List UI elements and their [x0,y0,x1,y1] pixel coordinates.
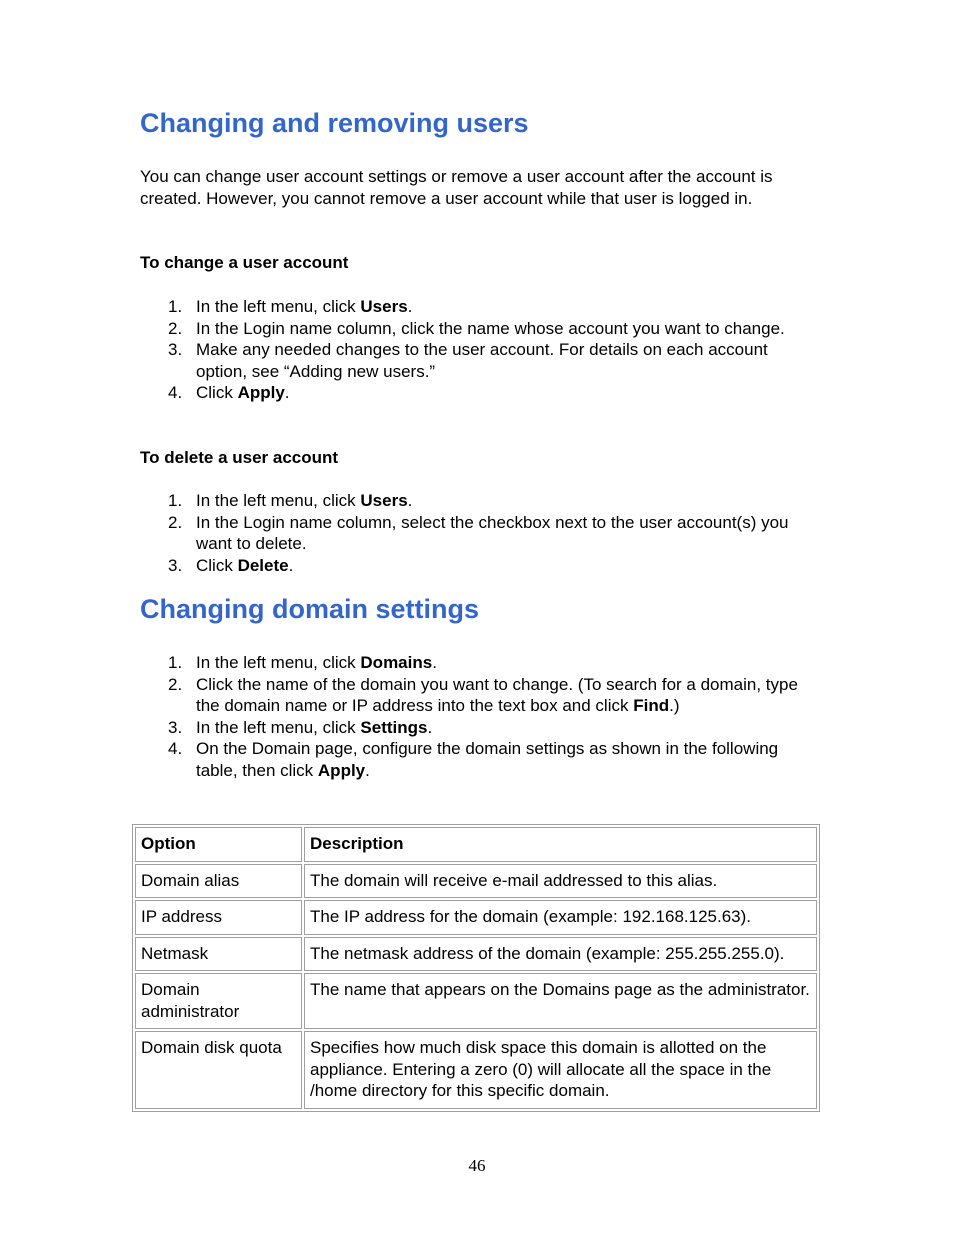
step-ui-term: Settings [360,717,428,737]
step-text-end: . [407,297,413,316]
step-number: 1. [168,297,183,316]
step-number: 3. [168,717,183,737]
table-cell-description: The IP address for the domain (example: 192.168.125.63). [304,900,817,935]
step-ui-term: Find [633,696,670,715]
list-item [140,318,820,340]
step-ui-term: Apply [237,383,285,402]
step-text: Click [196,555,238,575]
step-text-end: . [284,383,290,402]
section-title-changing-domain-settings: Changing domain settings [140,594,480,624]
table-cell-description: The netmask address of the domain (example: 255.255.255.0). [304,937,817,972]
list-item [140,296,820,318]
step-text: On the Domain page, configure the domain settings as shown in the following table, then click [196,739,779,780]
table-cell-option: Domain disk quota [135,1031,302,1109]
step-number: 2. [168,512,183,532]
list-item [140,717,820,739]
step-number: 1. [168,653,183,672]
list-item [140,555,820,577]
step-ui-term: Apply [317,760,366,780]
step-ui-term: Users [360,491,408,510]
step-ui-term: Domains [360,653,433,672]
step-number: 4. [168,739,183,758]
step-number: 2. [168,674,183,694]
page-number: 46 [468,1156,486,1175]
step-number: 2. [168,318,183,338]
list-item [140,674,820,717]
step-number: 3. [168,555,183,575]
table-header-description: Description [304,827,817,862]
list-item [140,490,820,512]
section-title-changing-removing-users: Changing and removing users [140,108,529,138]
step-text: In the left menu, click [196,491,361,510]
step-ui-term: Delete [237,555,289,575]
step-text: Click [196,383,238,402]
step-number: 3. [168,340,183,359]
step-text-end: .) [669,696,680,715]
table-cell-option: Domain alias [135,864,302,899]
subheading-delete-user: To delete a user account [140,448,339,467]
table-row [135,900,817,935]
step-ui-term: Users [360,297,408,316]
step-text-end: . [288,555,294,575]
list-item [140,382,820,404]
list-item [140,512,820,555]
table-row [135,864,817,899]
step-text: In the Login name column, click the name whose account you want to change. [196,318,785,338]
step-text: In the Login name column, select the checkbox next to the user account(s) you want to delete. [196,512,789,553]
delete-user-steps [140,490,820,576]
table-cell-option: Netmask [135,937,302,972]
table-cell-description: Specifies how much disk space this domain is allotted on the appliance. Entering a zero (0) will allocate all the space in the /home directory for this specific domain. [304,1031,817,1109]
step-text: Click the name of the domain you want to change. (To search for a domain, type the domain name or IP address into the text box and click [196,674,798,715]
subheading-change-user: To change a user account [140,253,349,272]
table-cell-option: Domain administrator [135,973,302,1029]
list-item [140,339,820,382]
step-text: Make any needed changes to the user account. For details on each account option, see “Adding new users.” [196,340,768,381]
table-cell-option: IP address [135,900,302,935]
step-number: 4. [168,383,183,402]
step-text: In the left menu, click [196,653,361,672]
domain-settings-steps [140,652,820,781]
table-row [135,1031,817,1109]
table-header-row [135,827,817,862]
table-row [135,973,817,1029]
step-text: In the left menu, click [196,717,361,737]
step-number: 1. [168,491,183,510]
table-cell-description: The name that appears on the Domains page as the administrator. [304,973,817,1029]
step-text-end: . [427,717,433,737]
step-text-end: . [365,760,370,780]
table-cell-description: The domain will receive e-mail addressed to this alias. [304,864,817,899]
step-text: In the left menu, click [196,297,361,316]
table-header-option: Option [135,827,302,862]
intro-paragraph: You can change user account settings or remove a user account after the account is created. However, you cannot remove a user account while that user is logged in. [140,167,773,208]
change-user-steps [140,296,820,404]
list-item [140,738,820,781]
table-row [135,937,817,972]
domain-options-table [132,824,820,1112]
step-text-end: . [407,491,413,510]
step-text-end: . [432,653,437,672]
list-item [140,652,820,674]
